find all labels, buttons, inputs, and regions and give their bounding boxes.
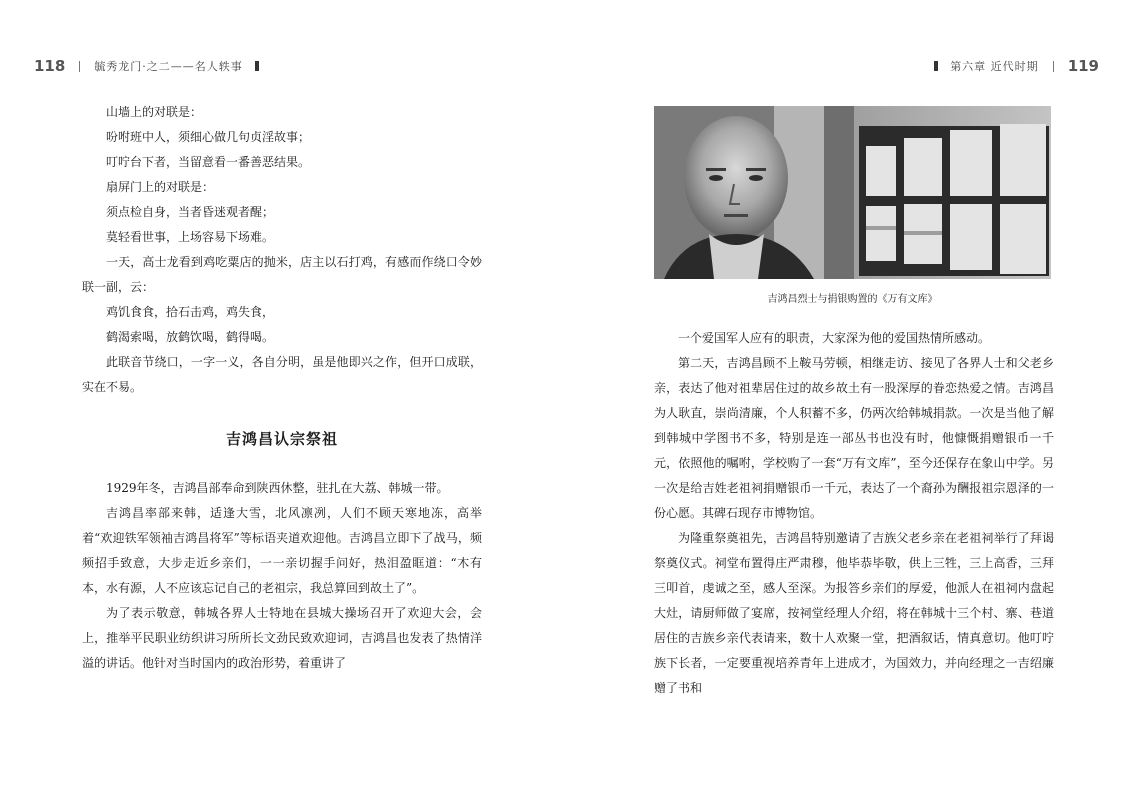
left-page-header — [34, 56, 259, 76]
paragraph: 一天，高士龙看到鸡吃粟店的抛米，店主以石打鸡，有感而作绕口令妙联一副，云： — [82, 255, 482, 294]
paragraph: 为隆重祭奠祖先，吉鸿昌特别邀请了吉族父老乡亲在老祖祠举行了拜谒祭奠仪式。祠堂布置得庄严肃穆，他毕恭毕敬，供上三牲，三上高香，三拜三叩首，虔诚之至，感人至深。为报答乡亲们的厚爱，他派人在祖祠内盘起大灶，请厨师做了宴席，按祠堂经理人介绍，将在韩城十三个村、寨、巷道居住的吉族乡亲代表请来，数十人欢聚一堂，把酒叙话，情真意切。他叮咛族下长者，一定要重视培养青年上进成才，为国效力，并向经理之一吉绍廉赠了书和 — [654, 531, 1054, 695]
right-page — [566, 0, 1133, 799]
left-page — [0, 0, 566, 799]
header-divider — [1053, 61, 1054, 72]
photo-caption: 吉鸿昌烈士与捐银购置的《万有文库》 — [767, 294, 938, 305]
paragraph: 叮咛台下者，当留意看一番善恶结果。 — [106, 155, 311, 169]
paragraph: 此联音节绕口，一字一义，各自分明，虽是他即兴之作，但开口成联，实在不易。 — [82, 355, 482, 394]
paragraph: 吉鸿昌率部来韩，适逢大雪，北风凛冽，人们不顾天寒地冻，高举着“欢迎铁军领袖吉鸿昌将军”等标语夹道欢迎他。吉鸿昌立即下了战马，频频招手致意，大步走近乡亲们，一一亲切握手问好，热泪盈眶道：“木有本，水有源，人不应该忘记自己的老祖宗，我总算回到故土了”。 — [82, 506, 482, 595]
paragraph: 山墙上的对联是： — [106, 105, 203, 119]
photo-portrait-and-bookcase — [654, 106, 1051, 279]
running-title-left: 毓秀龙门·之二——名人轶事 — [94, 60, 243, 73]
paragraph: 莫轻看世事，上场容易下场难。 — [106, 230, 275, 244]
section-title: 吉鸿昌认宗祭祖 — [225, 430, 338, 448]
paragraph: 鹤渴索喝，放鹤饮喝，鹤得喝。 — [106, 330, 275, 344]
running-title-right: 第六章 近代时期 — [950, 60, 1039, 73]
left-text-bottom — [82, 476, 482, 676]
header-block-mark — [934, 61, 938, 71]
header-divider — [79, 61, 80, 72]
left-text-top — [82, 100, 482, 400]
right-page-header — [934, 56, 1099, 76]
page-number-right: 119 — [1067, 57, 1099, 75]
paragraph: 须点检自身，当者昏迷观者醒； — [106, 205, 275, 219]
paragraph: 第二天，吉鸿昌顾不上鞍马劳顿，相继走访、接见了各界人士和父老乡亲，表达了他对祖辈居住过的故乡故土有一股深厚的眷恋热爱之情。吉鸿昌为人耿直，崇尚清廉，个人积蓄不多，仍两次给韩城捐款。一次是当他了解到韩城中学图书不多，特别是连一部丛书也没有时，他慷慨捐赠银币一千元，依照他的嘱咐，学校购了一套“万有文库”，至今还保存在象山中学。另一次是给吉姓老祖祠捐赠银币一千元，表达了一个裔孙为酬报祖宗恩泽的一份心愿。其碑石现存市博物馆。 — [654, 356, 1054, 520]
paragraph: 扇屏门上的对联是： — [106, 180, 215, 194]
paragraph: 1929年冬，吉鸿昌部奉命到陕西休整，驻扎在大荔、韩城一带。 — [106, 481, 449, 495]
photo-illustration — [654, 106, 1051, 279]
right-text — [654, 326, 1054, 701]
page-number-left: 118 — [34, 57, 66, 75]
header-block-mark — [255, 61, 259, 71]
paragraph: 鸡饥食食，拾石击鸡，鸡失食， — [106, 305, 275, 319]
paragraph: 一个爱国军人应有的职责，大家深为他的爱国热情所感动。 — [678, 331, 991, 345]
paragraph: 为了表示敬意，韩城各界人士特地在县城大操场召开了欢迎大会，会上，推举平民职业纺织讲习所所长文劲民致欢迎词，吉鸿昌也发表了热情洋溢的讲话。他针对当时国内的政治形势，着重讲了 — [82, 606, 482, 670]
paragraph: 吩咐班中人，须细心做几句贞淫故事； — [106, 130, 311, 144]
